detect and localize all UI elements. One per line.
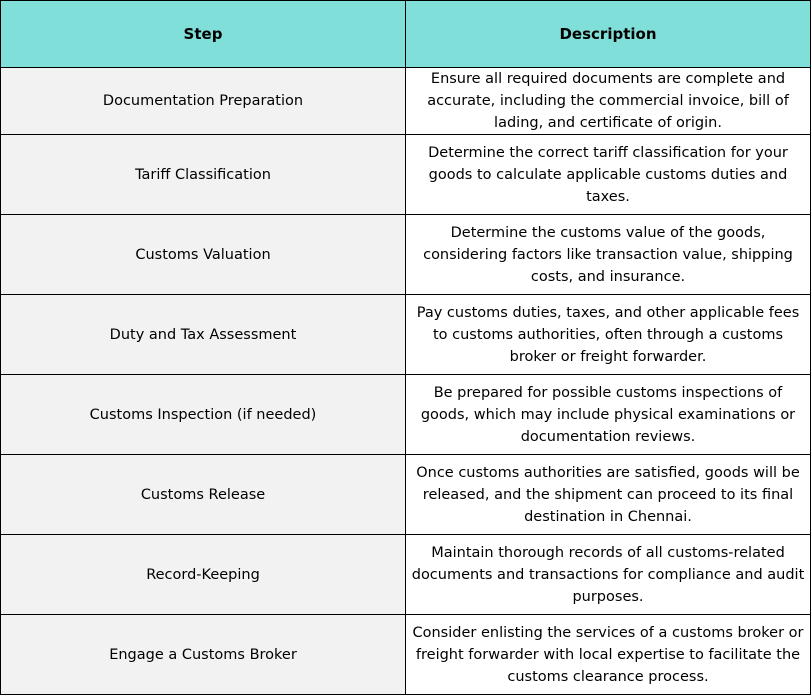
table-body [1,68,811,695]
description-cell: Determine the correct tariff classification for your goods to calculate applicable customs duties and taxes. [406,135,811,215]
table-row [1,295,811,375]
description-cell: Ensure all required documents are complete and accurate, including the commercial invoice, bill of lading, and certificate of origin. [406,68,811,135]
step-cell: Customs Release [1,455,406,535]
step-cell: Documentation Preparation [1,68,406,135]
table-row [1,215,811,295]
table-row [1,535,811,615]
description-cell: Pay customs duties, taxes, and other applicable fees to customs authorities, often through a customs broker or freight forwarder. [406,295,811,375]
table-row [1,68,811,135]
description-cell: Once customs authorities are satisfied, goods will be released, and the shipment can proceed to its final destination in Chennai. [406,455,811,535]
step-cell: Customs Valuation [1,215,406,295]
step-cell: Customs Inspection (if needed) [1,375,406,455]
table-row [1,375,811,455]
table-row [1,455,811,535]
header-step: Step [1,1,406,68]
description-cell: Determine the customs value of the goods, considering factors like transaction value, shipping costs, and insurance. [406,215,811,295]
table-header [1,1,811,68]
header-row [1,1,811,68]
header-description: Description [406,1,811,68]
description-cell: Be prepared for possible customs inspections of goods, which may include physical examinations or documentation reviews. [406,375,811,455]
step-cell: Engage a Customs Broker [1,615,406,695]
step-cell: Duty and Tax Assessment [1,295,406,375]
description-cell: Maintain thorough records of all customs-related documents and transactions for compliance and audit purposes. [406,535,811,615]
description-cell: Consider enlisting the services of a customs broker or freight forwarder with local expertise to facilitate the customs clearance process. [406,615,811,695]
step-cell: Tariff Classification [1,135,406,215]
table-row [1,615,811,695]
step-cell: Record-Keeping [1,535,406,615]
table-row [1,135,811,215]
